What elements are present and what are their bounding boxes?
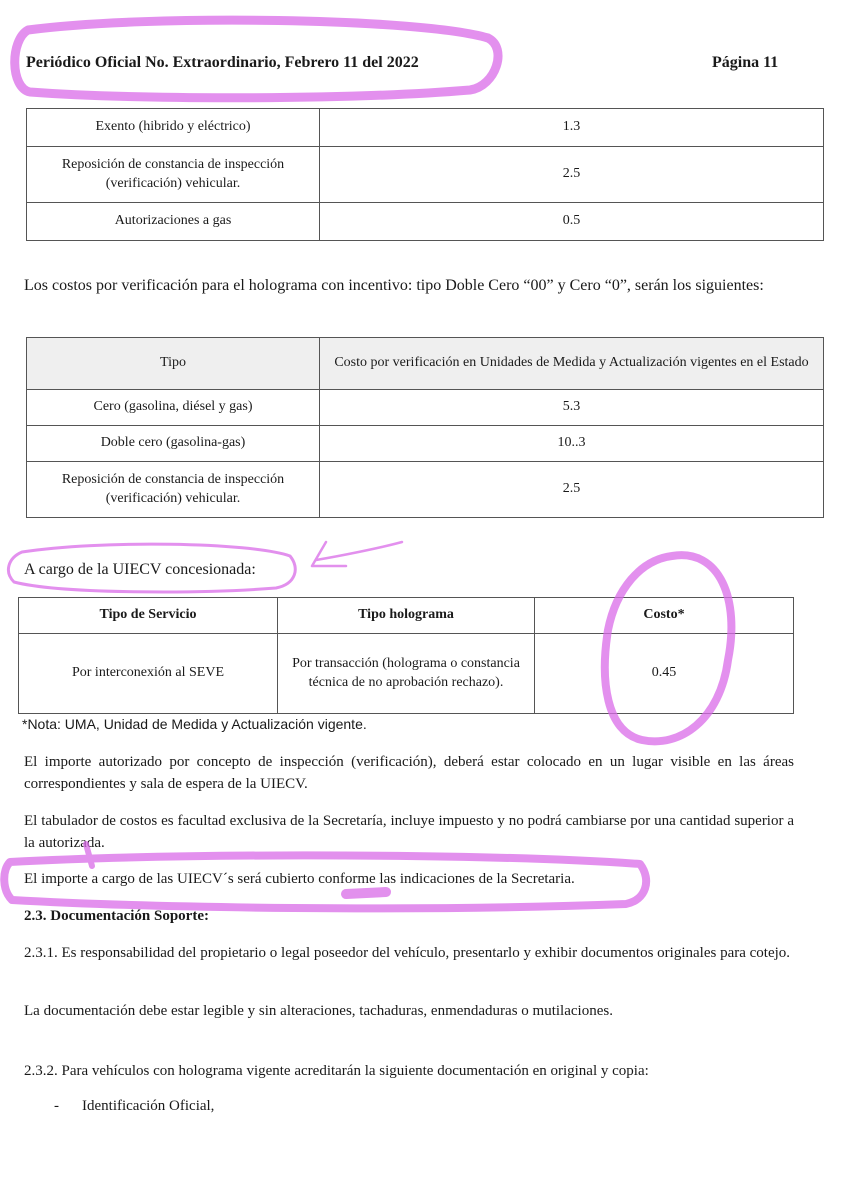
table-cell: Doble cero (gasolina-gas) [27,426,320,462]
table-cell: 5.3 [320,390,824,426]
table-header-row [27,338,824,390]
uma-note: *Nota: UMA, Unidad de Medida y Actualización vigente. [22,716,367,732]
table-header-cell: Costo* [535,598,794,634]
section-label: A cargo de la UIECV concesionada: [24,561,256,578]
arrow-head-mark [312,542,346,566]
fee-table-1 [26,108,824,241]
table-header-cell: Costo por verificación en Unidades de Medida y Actualización vigentes en el Estado [320,338,824,390]
table-cell: 2.5 [320,462,824,518]
table-row [19,634,794,714]
table-header-cell: Tipo de Servicio [19,598,278,634]
table-cell: Por interconexión al SEVE [19,634,278,714]
table-row [27,426,824,462]
table-row [27,147,824,203]
paragraph-2-3-1: 2.3.1. Es responsabilidad del propietario o legal poseedor del vehículo, presentarlo y exhibir documentos originales para cotejo. [24,945,791,961]
table-cell: Reposición de constancia de inspección (verificación) vehicular. [27,462,320,518]
paragraph-2-3-2: 2.3.2. Para vehículos con holograma vigente acreditarán la siguiente documentación en original y copia: [24,1063,649,1079]
table-header-cell: Tipo [27,338,320,390]
table-cell: 0.45 [535,634,794,714]
table-row [27,390,824,426]
table-header-row [19,598,794,634]
table-cell: Exento (hibrido y eléctrico) [27,109,320,147]
paragraph-uiecv: El importe a cargo de las UIECV´s será cubierto conforme las indicaciones de la Secretaria. [24,871,575,887]
hologram-cost-table [26,337,824,518]
table-cell: 0.5 [320,203,824,241]
table-cell: 1.3 [320,109,824,147]
page-number: Página 11 [712,54,779,71]
table-cell: Cero (gasolina, diésel y gas) [27,390,320,426]
table-row [27,203,824,241]
bullet-dash: - [54,1098,59,1114]
table-cell: Autorizaciones a gas [27,203,320,241]
paragraph-importe: El importe autorizado por concepto de inspección (verificación), deberá estar colocado en un lugar visible en las áreas correspondientes y sala de espera de la UIECV. [24,754,794,792]
page-header-title: Periódico Oficial No. Extraordinario, Febrero 11 del 2022 [26,54,419,71]
uiecv-cost-table [18,597,794,714]
table-cell: Por transacción (holograma o constancia técnica de no aprobación rechazo). [278,634,535,714]
table-row [27,109,824,147]
paragraph-highlight-dash [346,892,386,894]
arrow-mark [316,542,402,560]
table-cell: Reposición de constancia de inspección (verificación) vehicular. [27,147,320,203]
table-row [27,462,824,518]
table-header-cell: Tipo holograma [278,598,535,634]
list-item-text: Identificación Oficial, [82,1098,215,1114]
list-item [54,1098,214,1115]
table-cell: 2.5 [320,147,824,203]
intro-paragraph: Los costos por verificación para el holograma con incentivo: tipo Doble Cero “00” y Cero “0”, serán los siguientes: [24,277,764,294]
paragraph-documentacion: La documentación debe estar legible y sin alteraciones, tachaduras, enmendaduras o mutilaciones. [24,1003,613,1019]
paragraph-tabulador: El tabulador de costos es facultad exclusiva de la Secretaría, incluye impuesto y no podrá cambiarse por una cantidad superior a la autorizada. [24,813,794,851]
table-cell: 10..3 [320,426,824,462]
section-heading: 2.3. Documentación Soporte: [24,908,209,924]
